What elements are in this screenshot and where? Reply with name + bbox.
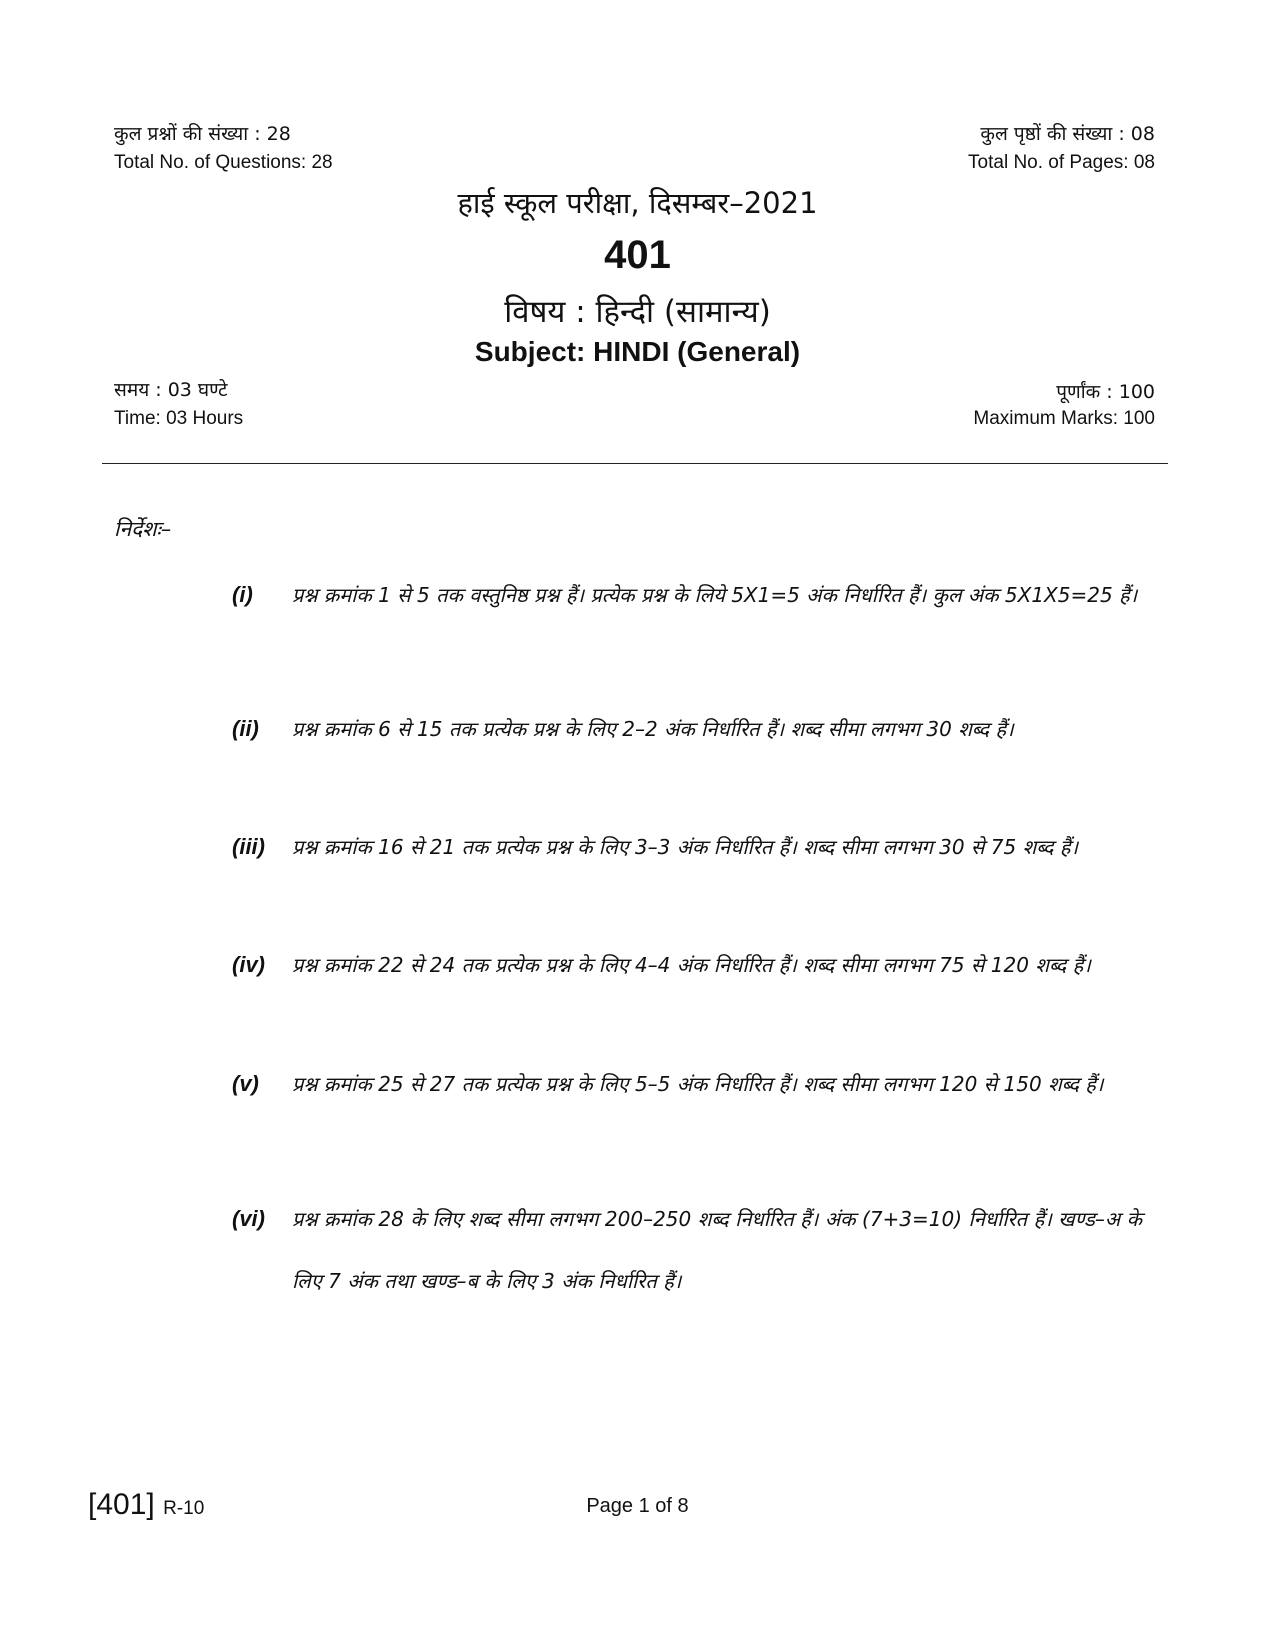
total-pages-english: Total No. of Pages: 08 [968, 152, 1155, 173]
instruction-number: (v) [232, 1071, 259, 1096]
instruction-text: प्रश्न क्रमांक 16 से 21 तक प्रत्येक प्रश्न के लिए 3–3 अंक निर्धारित हैं। शब्द सीमा लगभग 30 से 75 शब्द हैं। [292, 835, 1079, 859]
total-questions-hindi: कुल प्रश्नों की संख्या : 28 [114, 123, 291, 145]
footer-code-main: [401] [88, 1488, 155, 1521]
time-english: Time: 03 Hours [114, 408, 244, 429]
total-questions-english: Total No. of Questions: 28 [114, 152, 333, 173]
max-marks-hindi: पूर्णांक : 100 [1056, 381, 1155, 403]
page-number: Page 1 of 8 [586, 1495, 689, 1517]
total-pages-hindi: कुल पृष्ठों की संख्या : 08 [980, 123, 1155, 145]
time-hindi: समय : 03 घण्टे [114, 379, 228, 401]
instruction-number: (ii) [232, 716, 259, 741]
subject-english: Subject: HINDI (General) [474, 336, 801, 367]
footer-code-suffix: R-10 [163, 1498, 205, 1519]
paper-code: 401 [604, 233, 671, 277]
instruction-number: (vi) [232, 1206, 265, 1231]
subject-hindi: विषय : हिन्दी (सामान्य) [504, 294, 771, 330]
instruction-text: प्रश्न क्रमांक 28 के लिए शब्द सीमा लगभग 200–250 शब्द निर्धारित हैं। अंक (7+3=10) निर्धारित हैं। खण्ड–अ के लिए 7 अंक तथा खण्ड–ब के लिए 3 अंक निर्धारित हैं। [292, 1207, 1142, 1293]
instruction-text: प्रश्न क्रमांक 1 से 5 तक वस्तुनिष्ठ प्रश्न हैं। प्रत्येक प्रश्न के लिये 5X1=5 अंक निर्धारित हैं। कुल अंक 5X1X5=25 हैं। [292, 583, 1138, 607]
instructions-heading: निर्देशः– [114, 517, 172, 541]
max-marks-english: Maximum Marks: 100 [973, 408, 1155, 429]
instruction-number: (iii) [232, 834, 265, 859]
exam-title: हाई स्कूल परीक्षा, दिसम्बर–2021 [457, 186, 818, 220]
instruction-number: (iv) [232, 952, 265, 977]
instruction-text: प्रश्न क्रमांक 6 से 15 तक प्रत्येक प्रश्न के लिए 2–2 अंक निर्धारित हैं। शब्द सीमा लगभग 30 शब्द हैं। [292, 717, 1014, 741]
instruction-text: प्रश्न क्रमांक 25 से 27 तक प्रत्येक प्रश्न के लिए 5–5 अंक निर्धारित हैं। शब्द सीमा लगभग 120 से 150 शब्द हैं। [292, 1072, 1104, 1096]
header-divider [102, 463, 1168, 464]
instruction-number: (i) [232, 582, 253, 607]
instruction-text: प्रश्न क्रमांक 22 से 24 तक प्रत्येक प्रश्न के लिए 4–4 अंक निर्धारित हैं। शब्द सीमा लगभग 75 से 120 शब्द हैं। [292, 953, 1091, 977]
